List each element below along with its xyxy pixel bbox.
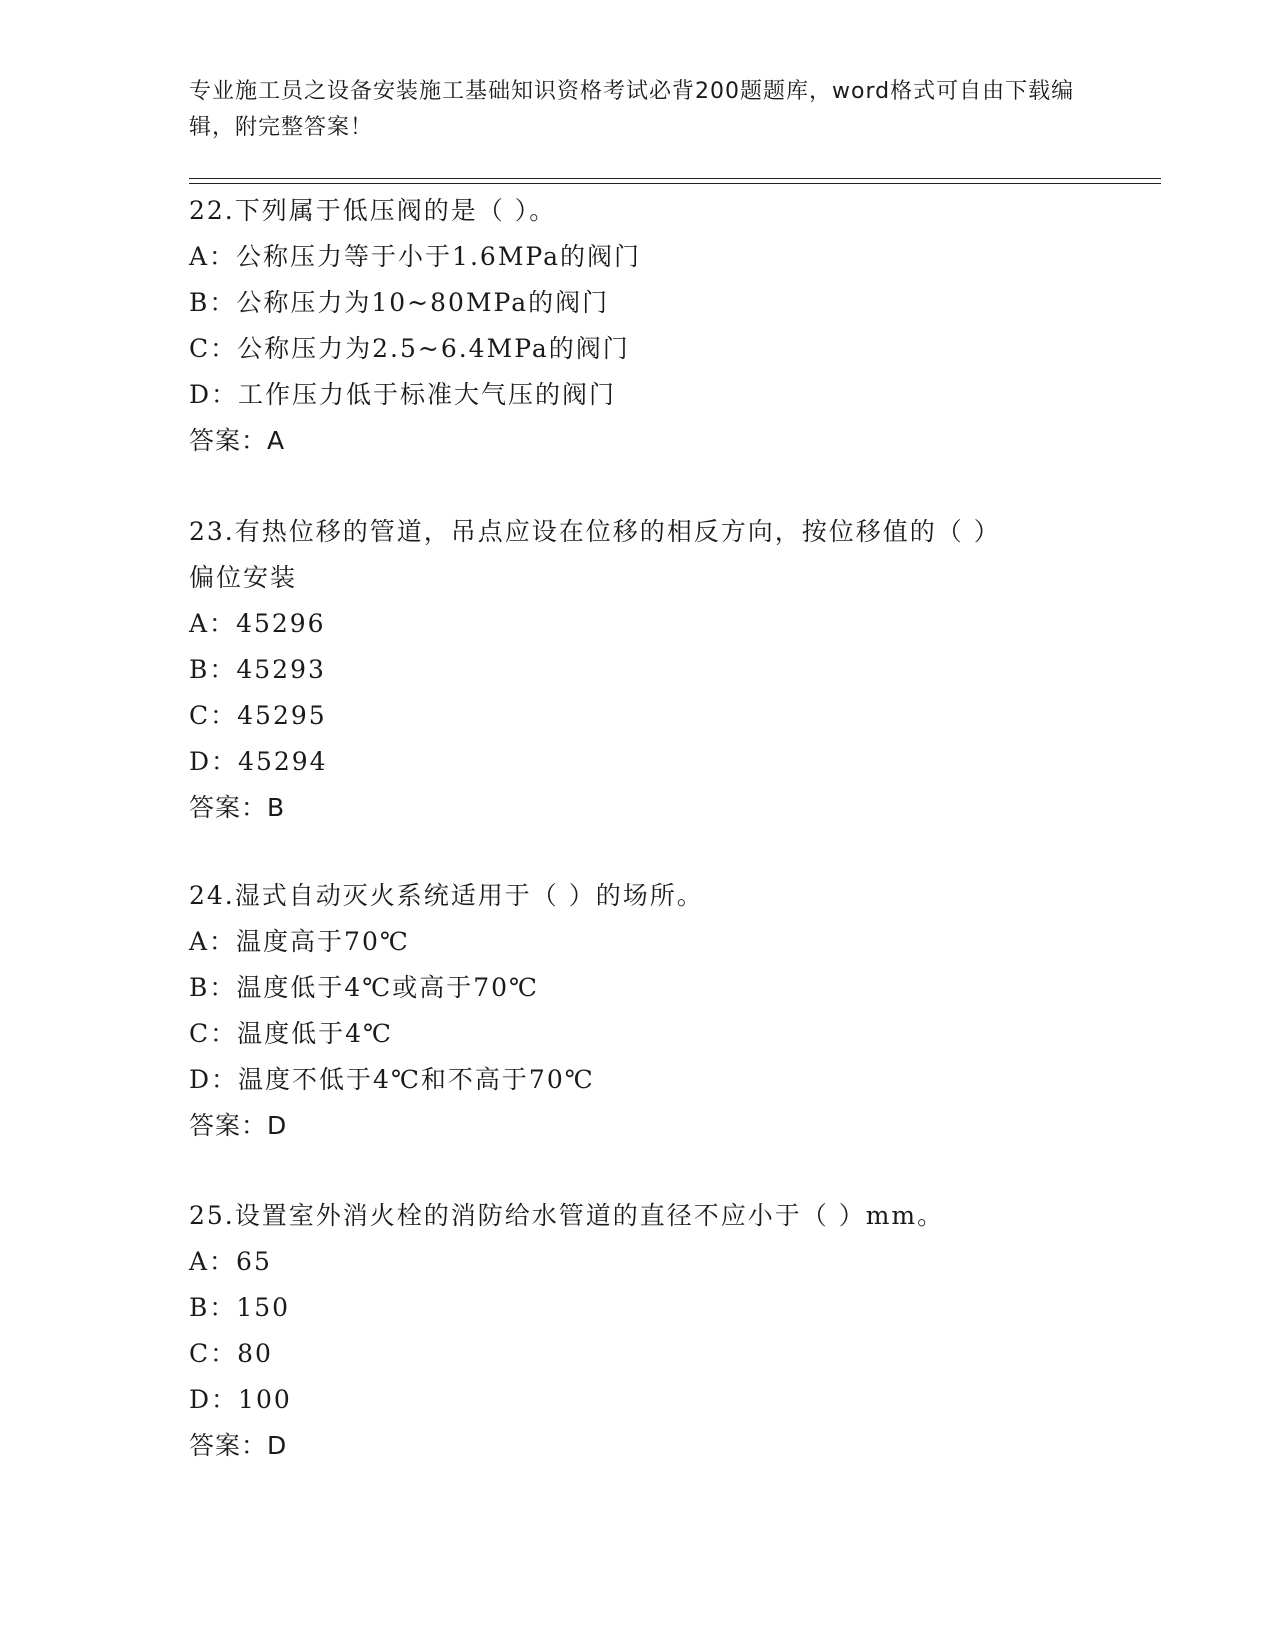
question-25 bbox=[189, 1193, 1089, 1469]
question-23 bbox=[189, 509, 1089, 831]
header-divider-bottom bbox=[189, 183, 1161, 184]
header-divider-top bbox=[189, 178, 1161, 179]
option-a: A：公称压力等于小于1.6MPa的阀门 bbox=[189, 242, 642, 271]
option-d: D：100 bbox=[189, 1385, 292, 1414]
question-stem-continuation: 偏位安装 bbox=[189, 563, 298, 592]
option-c: C：80 bbox=[189, 1339, 273, 1368]
option-a: A：45296 bbox=[189, 609, 326, 638]
header-title: 专业施工员之设备安装施工基础知识资格考试必背200题题库，word格式可自由下载编辑，附完整答案！ bbox=[189, 79, 1075, 140]
answer-line: 答案：D bbox=[189, 1431, 288, 1460]
option-a: A：温度高于70℃ bbox=[189, 927, 410, 956]
option-c: C：45295 bbox=[189, 701, 327, 730]
answer-line: 答案：A bbox=[189, 426, 286, 455]
document-header bbox=[189, 74, 1089, 146]
option-b: B：150 bbox=[189, 1293, 291, 1322]
option-c: C：公称压力为2.5~6.4MPa的阀门 bbox=[189, 334, 630, 363]
option-c: C：温度低于4℃ bbox=[189, 1019, 394, 1048]
option-d: D：温度不低于4℃和不高于70℃ bbox=[189, 1065, 595, 1094]
option-b: B：45293 bbox=[189, 655, 326, 684]
question-stem: 22.下列属于低压阀的是（ ）。 bbox=[189, 196, 557, 225]
option-a: A：65 bbox=[189, 1247, 272, 1276]
question-24 bbox=[189, 873, 1089, 1149]
answer-line: 答案：D bbox=[189, 1111, 288, 1140]
question-stem: 23.有热位移的管道，吊点应设在位移的相反方向，按位移值的（ ） bbox=[189, 517, 1001, 546]
option-b: B：公称压力为10~80MPa的阀门 bbox=[189, 288, 610, 317]
question-stem: 24.湿式自动灭火系统适用于（ ）的场所。 bbox=[189, 881, 704, 910]
option-d: D：工作压力低于标准大气压的阀门 bbox=[189, 380, 617, 409]
question-22 bbox=[189, 188, 1089, 464]
option-d: D：45294 bbox=[189, 747, 328, 776]
option-b: B：温度低于4℃或高于70℃ bbox=[189, 973, 540, 1002]
question-stem: 25.设置室外消火栓的消防给水管道的直径不应小于（ ）mm。 bbox=[189, 1201, 945, 1230]
answer-line: 答案：B bbox=[189, 793, 286, 822]
